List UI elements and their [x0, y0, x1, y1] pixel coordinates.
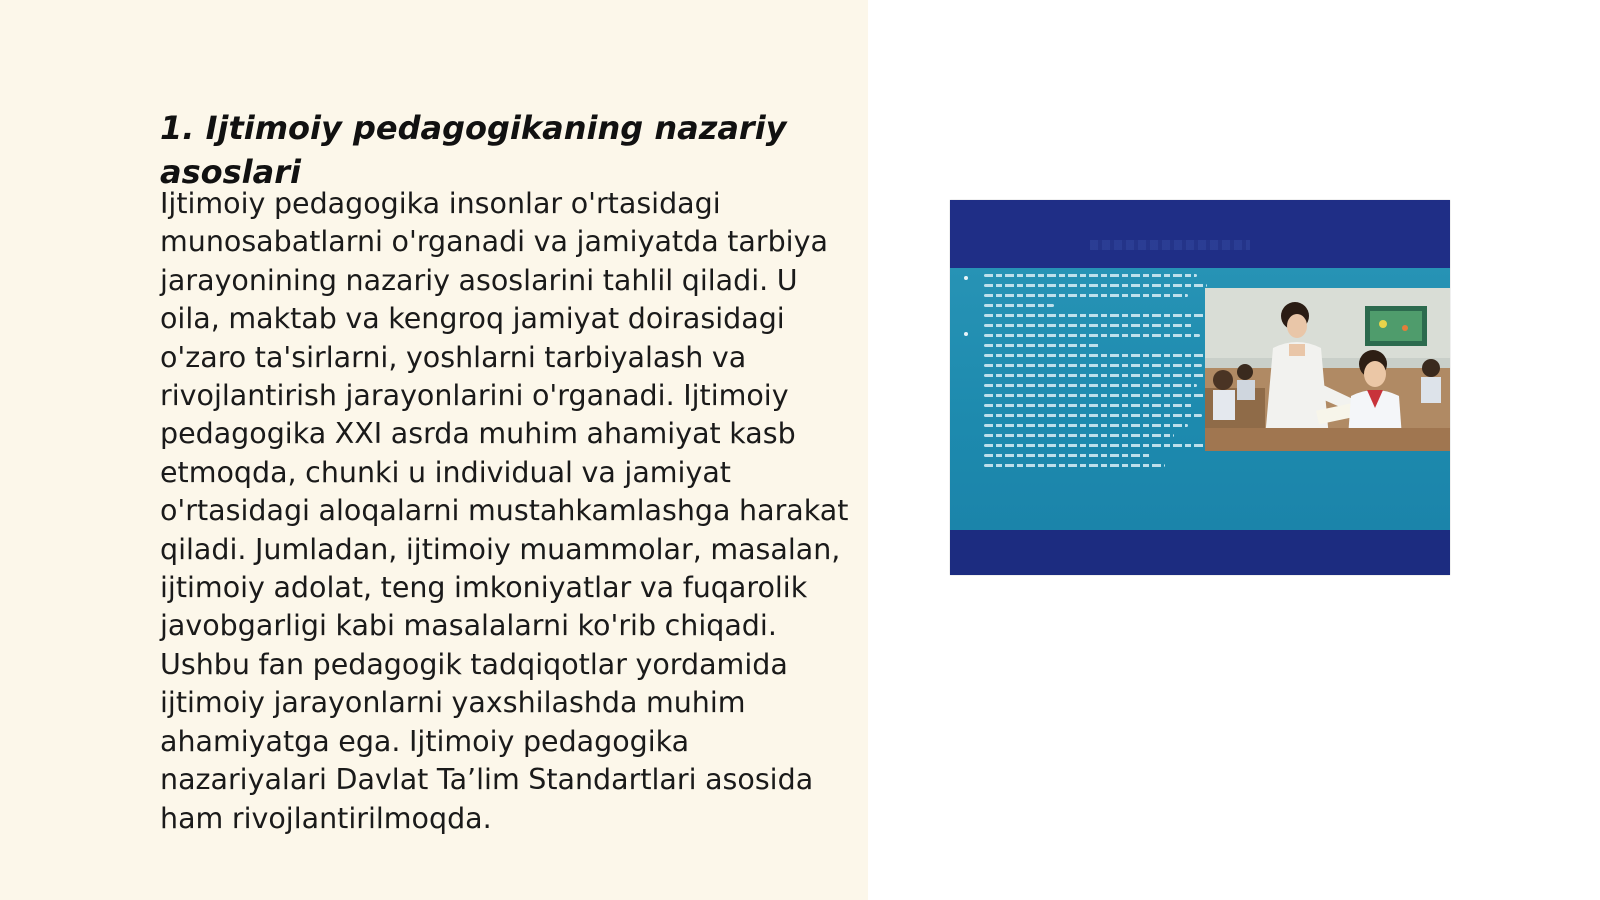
thumbnail-header-band — [950, 200, 1450, 268]
thumbnail-blurred-text — [984, 274, 1216, 474]
classroom-photo-image — [1205, 288, 1450, 451]
slide-thumbnail-image — [950, 200, 1450, 575]
thumbnail-footer-band — [950, 530, 1450, 575]
thumbnail-bullet-icon — [964, 332, 968, 336]
slide-title: 1. Ijtimoiy pedagogikaning nazariy asoslari — [160, 109, 787, 191]
slide-body-text: Ijtimoiy pedagogika insonlar o'rtasidagi munosabatlarni o'rganadi va jamiyatda tarbiya jarayonining nazariy asoslarini tahlil qiladi. U oila, maktab va kengroq jamiyat doirasidagi o'zaro ta'sirlarni, yoshlarni tarbiyalash va rivojlantirish jarayonlarini o'rganadi. Ijtimoiy pedagogika XXI asrda muhim ahamiyat kasb etmoqda, chunki u individual va jamiyat o'rtasidagi aloqalarni mustahkamlashga harakat qiladi. Jumladan, ijtimoiy muammolar, masalan, ijtimoiy adolat, teng imkoniyatlar va fuqarolik javobgarligi kabi masalalarni ko'rib chiqadi. Ushbu fan pedagogik tadqiqotlar yordamida ijtimoiy jarayonlarni yaxshilashda muhim ahamiyatga ega. Ijtimoiy pedagogika nazariyalari Davlat Ta’lim Standartlari asosida ham rivojlantirilmoqda. — [160, 187, 849, 835]
thumbnail-bullet-icon — [964, 276, 968, 280]
thumbnail-blurred-title — [1090, 240, 1250, 250]
